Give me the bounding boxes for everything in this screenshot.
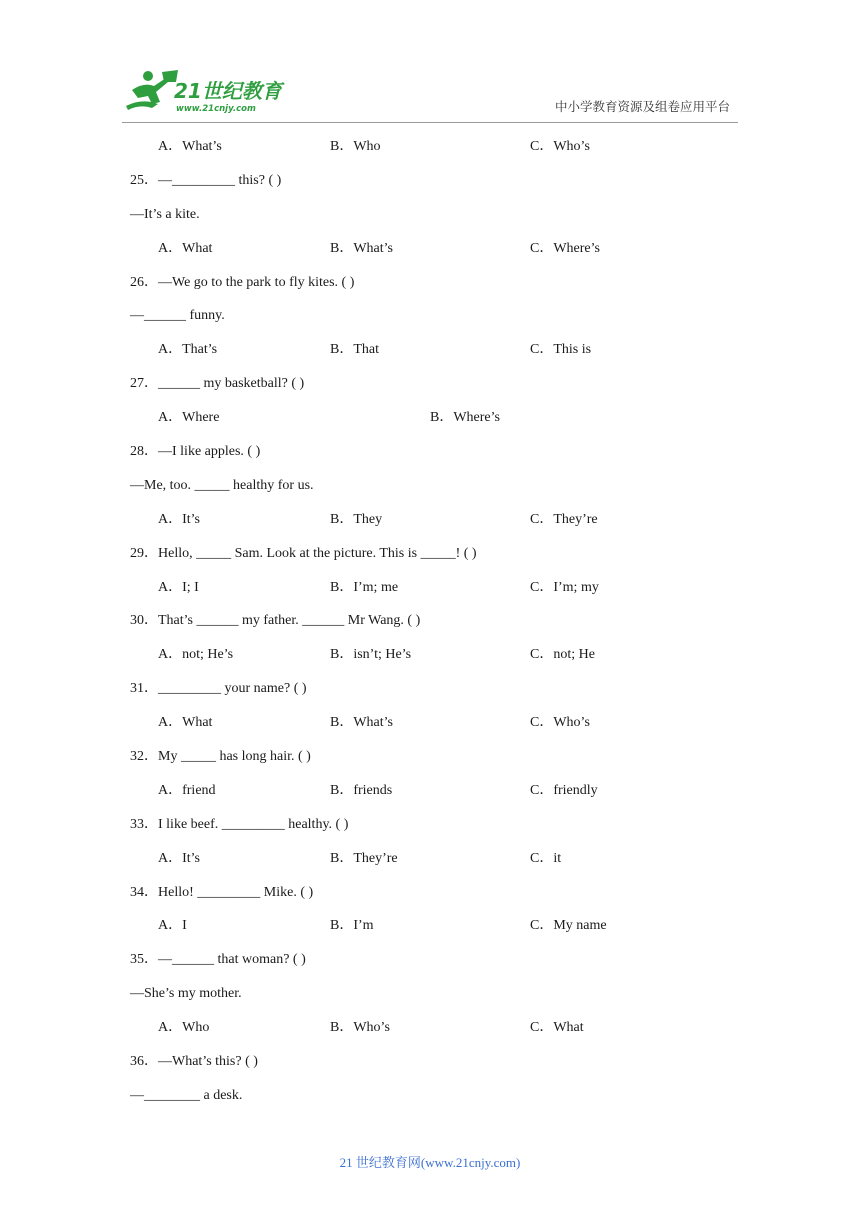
answer-options — [0, 401, 860, 435]
platform-tagline: 中小学教育资源及组卷应用平台 — [554, 99, 730, 114]
site-logo — [122, 68, 292, 116]
question-line: —She’s my mother. — [130, 986, 242, 1002]
option-a: A．It’s — [158, 511, 200, 527]
option-c: C．What — [530, 1020, 584, 1036]
option-b: B．I’m — [330, 918, 374, 934]
option-b: B．I’m; me — [330, 579, 399, 595]
answer-options — [0, 503, 860, 537]
answer-options — [0, 232, 860, 266]
option-a: A．not; He’s — [158, 647, 234, 663]
option-a: A．Where — [158, 410, 220, 426]
answer-options — [0, 130, 860, 164]
option-c: C．This is — [530, 342, 592, 358]
option-a: A．What — [158, 715, 213, 731]
question-line: 36．—What’s this? ( ) — [130, 1054, 258, 1070]
question-line: 33．I like beef. _________ healthy. ( ) — [130, 816, 349, 832]
question-line: 29．Hello, _____ Sam. Look at the picture. This is _____! ( ) — [130, 545, 477, 561]
option-b: B．Who’s — [330, 1020, 390, 1036]
question-line: —______ funny. — [130, 308, 225, 324]
page-header — [0, 0, 860, 125]
question-line: 25．—_________ this? ( ) — [130, 172, 282, 188]
option-b: B．What’s — [330, 240, 393, 256]
answer-options — [0, 842, 860, 876]
question-line: 32．My _____ has long hair. ( ) — [130, 749, 311, 765]
option-b: B．friends — [330, 782, 393, 798]
option-c: C．friendly — [530, 782, 598, 798]
logo-url: www.21cnjy.com — [176, 104, 256, 114]
answer-options — [0, 333, 860, 367]
option-a: A．It’s — [158, 850, 200, 866]
question-line: —Me, too. _____ healthy for us. — [130, 477, 314, 493]
answer-options — [0, 1011, 860, 1045]
answer-options — [0, 909, 860, 943]
question-line: 28．—I like apples. ( ) — [130, 444, 261, 460]
option-a: A．I — [158, 918, 187, 934]
question-line: 30．That’s ______ my father. ______ Mr Wang. ( ) — [130, 613, 421, 629]
option-b: B．Where’s — [430, 410, 500, 426]
question-line: 26．—We go to the park to fly kites. ( ) — [130, 274, 355, 290]
option-c: C．not; He — [530, 647, 595, 663]
option-c: C．Who’s — [530, 715, 590, 731]
option-a: A．That’s — [158, 342, 218, 358]
option-c: C．I’m; my — [530, 579, 599, 595]
question-line: 31．_________ your name? ( ) — [130, 681, 307, 697]
option-c: C．Who’s — [530, 139, 590, 154]
question-line: 35．—______ that woman? ( ) — [130, 952, 306, 968]
page-footer: 21 世纪教育网(www.21cnjy.com) — [339, 1155, 521, 1170]
option-c: C．They’re — [530, 511, 598, 527]
question-line: 34．Hello! _________ Mike. ( ) — [130, 884, 314, 900]
option-c: C．My name — [530, 918, 607, 934]
answer-options — [0, 638, 860, 672]
answer-options — [0, 774, 860, 808]
option-a: A．I; I — [158, 579, 199, 595]
option-c: C．Where’s — [530, 240, 600, 256]
option-a: A．Who — [158, 1020, 210, 1036]
option-a: A．What’s — [158, 139, 222, 154]
option-b: B．isn’t; He’s — [330, 647, 412, 663]
runner-icon — [126, 70, 178, 110]
header-divider — [122, 122, 738, 123]
question-line: —It’s a kite. — [130, 206, 200, 222]
question-line: 27．______ my basketball? ( ) — [130, 376, 305, 392]
logo-text: 21世纪教育 — [174, 79, 282, 103]
question-list — [0, 130, 860, 1113]
option-a: A．friend — [158, 782, 216, 798]
option-b: B．They’re — [330, 850, 398, 866]
answer-options — [0, 706, 860, 740]
option-b: B．They — [330, 511, 383, 527]
option-b: B．Who — [330, 139, 381, 154]
answer-options — [0, 571, 860, 605]
option-a: A．What — [158, 240, 213, 256]
option-b: B．That — [330, 342, 379, 358]
option-c: C．it — [530, 850, 562, 866]
question-line: —________ a desk. — [130, 1087, 243, 1103]
option-b: B．What’s — [330, 715, 393, 731]
